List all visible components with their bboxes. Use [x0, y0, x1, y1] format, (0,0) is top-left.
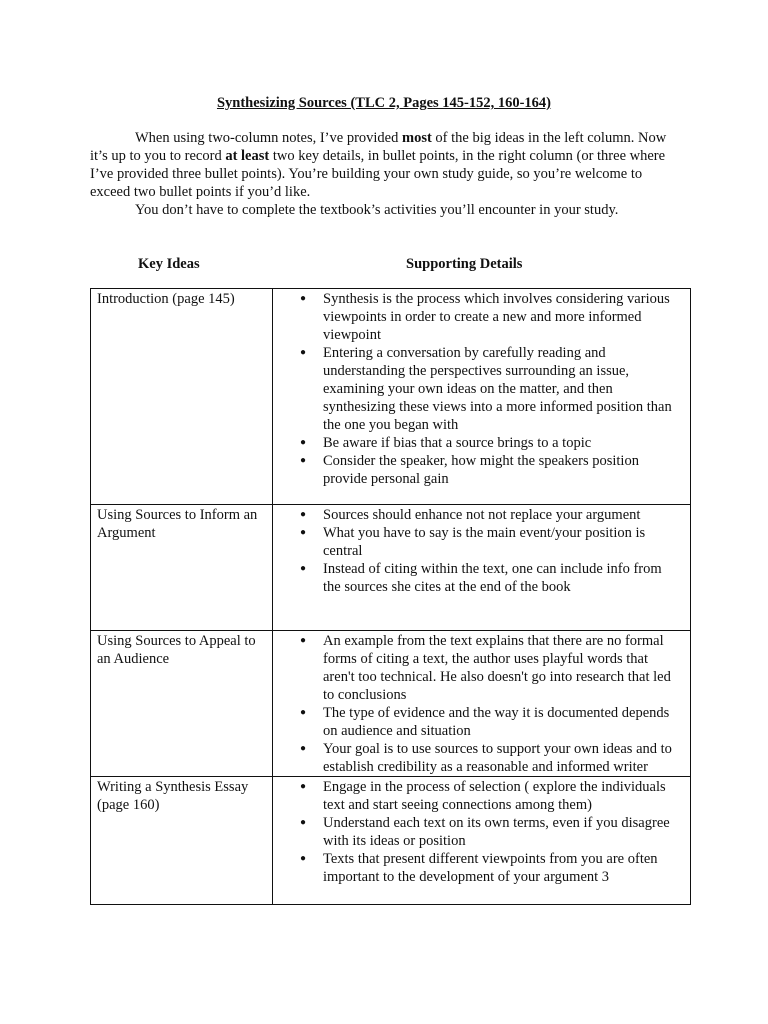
table-row — [91, 631, 691, 777]
detail-bullet: ● The type of evidence and the way it is documented depends on audience and situation — [323, 704, 682, 740]
key-idea-text: Using Sources to Inform an Argument — [97, 507, 258, 541]
detail-bullet: ● Your goal is to use sources to support your own ideas and to establish credibility as a reasonable and informed writer — [323, 740, 682, 776]
key-ideas-header: Key Ideas — [138, 256, 200, 272]
key-idea-cell — [91, 777, 273, 905]
detail-bullet: ● An example from the text explains that there are no formal forms of citing a text, the author uses playful words that aren't too technical. He also doesn't go into research that led to conclusions — [323, 632, 682, 704]
detail-bullet: ● Instead of citing within the text, one can include info from the sources she cites at the end of the book — [323, 560, 682, 596]
notes-table — [90, 288, 691, 905]
details-list — [273, 631, 690, 776]
details-cell — [273, 289, 691, 505]
intro-paragraph-2: You don’t have to complete the textbook’s activities you’ll encounter in your study. — [135, 202, 619, 218]
detail-bullet: ● Engage in the process of selection ( explore the individuals text and start seeing connections among them) — [323, 778, 682, 814]
table-row — [91, 289, 691, 505]
detail-bullet: ● Entering a conversation by carefully reading and understanding the perspectives surrounding an issue, examining your own ideas on the matter, and then synthesizing these views into a more informed position than the one you began with — [323, 344, 682, 434]
key-idea-cell — [91, 631, 273, 777]
key-idea-text: Writing a Synthesis Essay (page 160) — [97, 779, 249, 813]
supporting-details-header: Supporting Details — [406, 256, 523, 272]
details-cell — [273, 505, 691, 631]
intro-text: When using two-column notes, I’ve provided — [135, 130, 402, 146]
key-idea-text: Introduction (page 145) — [97, 291, 235, 307]
details-cell — [273, 777, 691, 905]
intro-emphasis-at-least: at least — [225, 148, 270, 164]
details-cell — [273, 631, 691, 777]
intro-instructions — [90, 129, 680, 219]
detail-bullet: ● Understand each text on its own terms, even if you disagree with its ideas or position — [323, 814, 682, 850]
details-list — [273, 777, 690, 886]
key-idea-cell — [91, 505, 273, 631]
detail-bullet: ● Consider the speaker, how might the speakers position provide personal gain — [323, 452, 682, 488]
intro-emphasis-most: most — [401, 130, 432, 146]
details-list — [273, 289, 690, 488]
key-idea-text: Using Sources to Appeal to an Audience — [97, 633, 256, 667]
detail-bullet: ● Synthesis is the process which involves considering various viewpoints in order to create a new and more informed viewpoint — [323, 290, 682, 344]
intro-text: two key details, in bullet points, in the right column (or three where I’ve provided three bullet points). You’re building your own study guide, so you’re welcome to exceed two bullet points if you’d like. — [90, 148, 666, 200]
details-list — [273, 505, 690, 596]
document-title: Synthesizing Sources (TLC 2, Pages 145-152, 160-164) — [216, 95, 552, 111]
table-row — [91, 505, 691, 631]
detail-bullet: ● What you have to say is the main event/your position is central — [323, 524, 682, 560]
detail-bullet: ● Be aware if bias that a source brings to a topic — [323, 434, 682, 452]
key-idea-cell — [91, 289, 273, 505]
intro-text: of the big ideas in the left column. Now it’s up to you to record — [90, 130, 667, 164]
intro-paragraph-1 — [90, 129, 680, 201]
detail-bullet: ● Sources should enhance not not replace your argument — [323, 506, 682, 524]
table-row — [91, 777, 691, 905]
detail-bullet: ● Texts that present different viewpoints from you are often important to the development of your argument 3 — [323, 850, 682, 886]
